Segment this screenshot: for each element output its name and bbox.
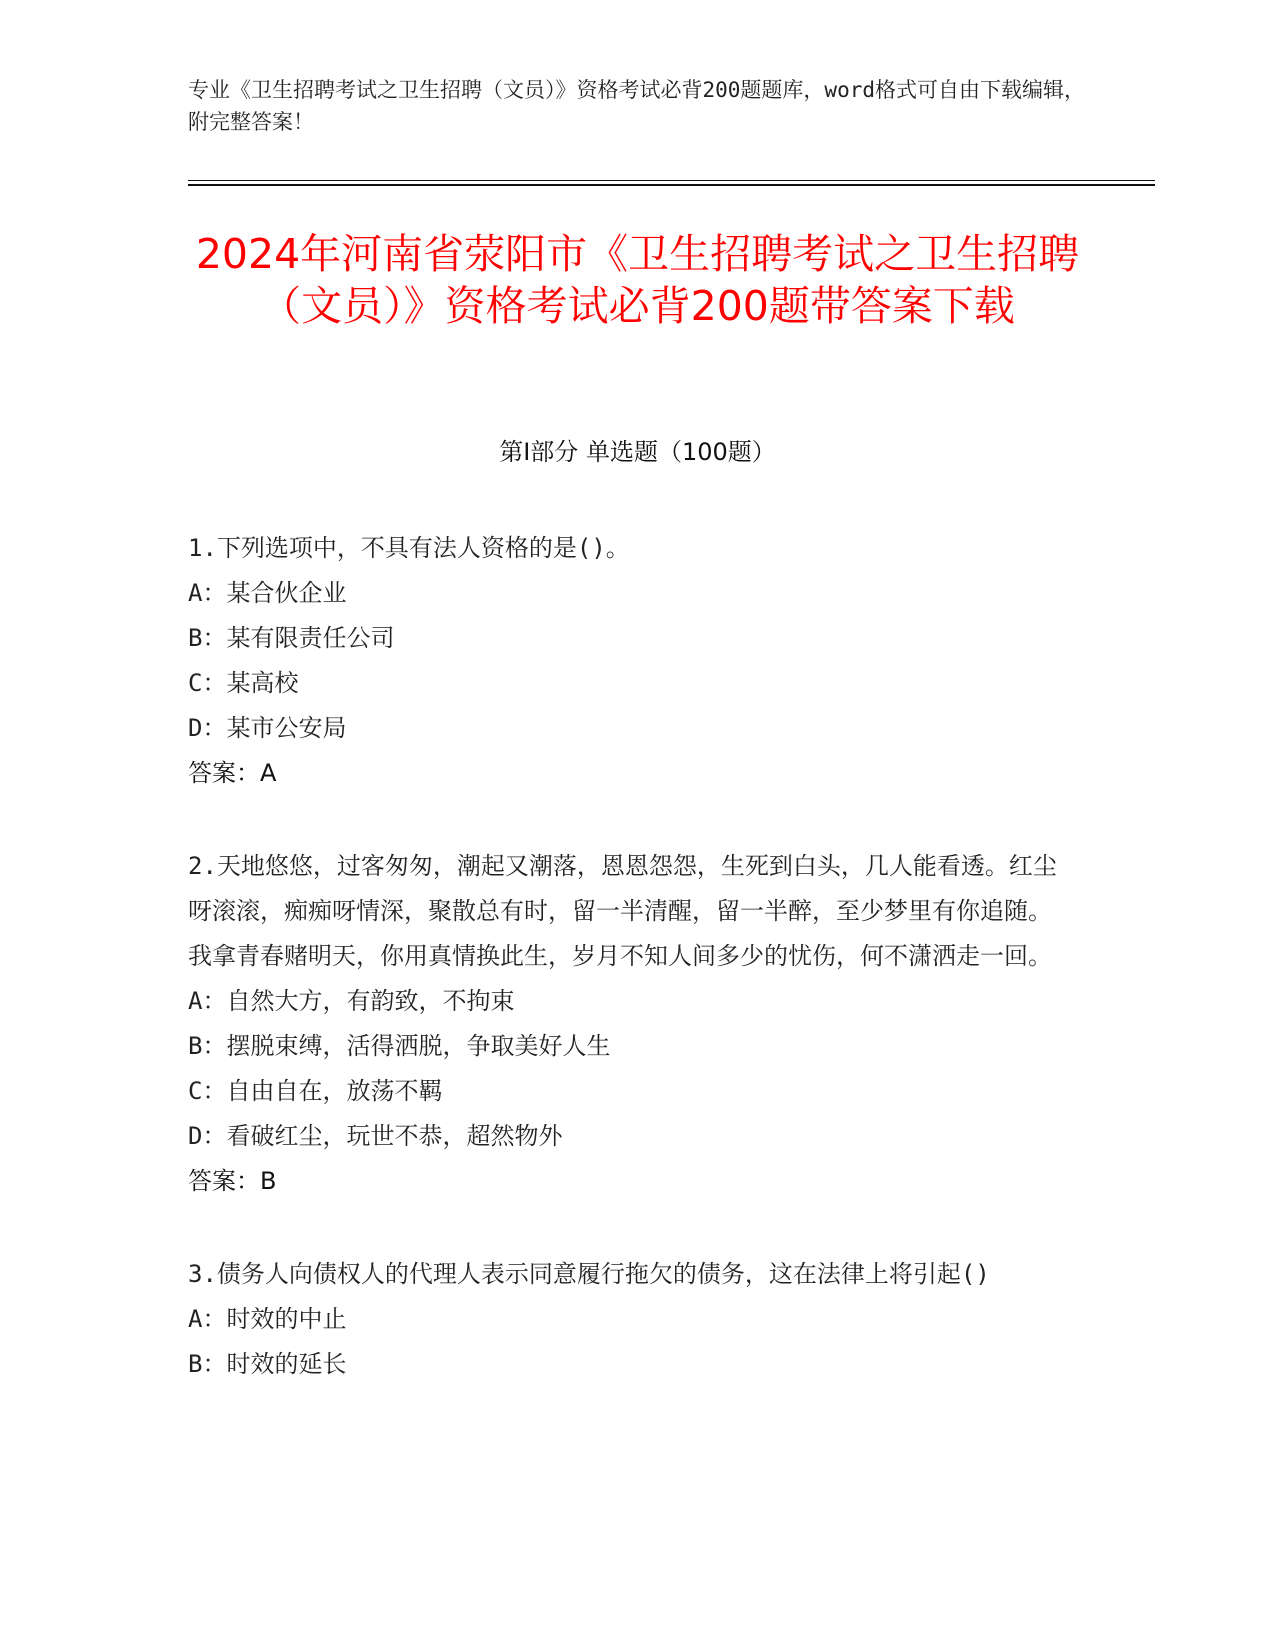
question-list [188, 526, 1068, 1435]
question-text: 1.下列选项中，不具有法人资格的是()。 [188, 534, 630, 562]
header-note: 专业《卫生招聘考试之卫生招聘（文员）》资格考试必背200题题库，word格式可自由下载编辑，附完整答案！ [188, 78, 1085, 134]
section-heading: 第I部分 单选题（100题） [499, 438, 776, 466]
question-3 [188, 1252, 1068, 1387]
option-a: A：时效的中止 [188, 1305, 347, 1333]
header-divider-thin [188, 180, 1155, 181]
option-b: B：某有限责任公司 [188, 624, 395, 652]
option-a: A：自然大方，有韵致，不拘束 [188, 987, 515, 1015]
question-text: 3.债务人向债权人的代理人表示同意履行拖欠的债务，这在法律上将引起() [188, 1260, 990, 1288]
option-d: D：某市公安局 [188, 714, 347, 742]
option-b: B：摆脱束缚，活得洒脱，争取美好人生 [188, 1032, 611, 1060]
option-c: C：某高校 [188, 669, 299, 697]
question-text: 2.天地悠悠，过客匆匆，潮起又潮落，恩恩怨怨，生死到白头，几人能看透。红尘呀滚滚，痴痴呀情深，聚散总有时，留一半清醒，留一半醉，至少梦里有你追随。我拿青春赌明天，你用真情换此生，岁月不知人间多少的忧伤，何不潇洒走一回。 [188, 852, 1057, 970]
option-b: B：时效的延长 [188, 1350, 347, 1378]
question-2 [188, 844, 1068, 1204]
document-title: 2024年河南省荥阳市《卫生招聘考试之卫生招聘（文员）》资格考试必背200题带答案下载 [195, 230, 1080, 330]
answer: 答案：B [188, 1167, 277, 1195]
header-divider-thick [188, 184, 1155, 186]
option-c: C：自由自在，放荡不羁 [188, 1077, 443, 1105]
question-1 [188, 526, 1068, 796]
option-d: D：看破红尘，玩世不恭，超然物外 [188, 1122, 563, 1150]
option-a: A：某合伙企业 [188, 579, 347, 607]
answer: 答案：A [188, 759, 277, 787]
